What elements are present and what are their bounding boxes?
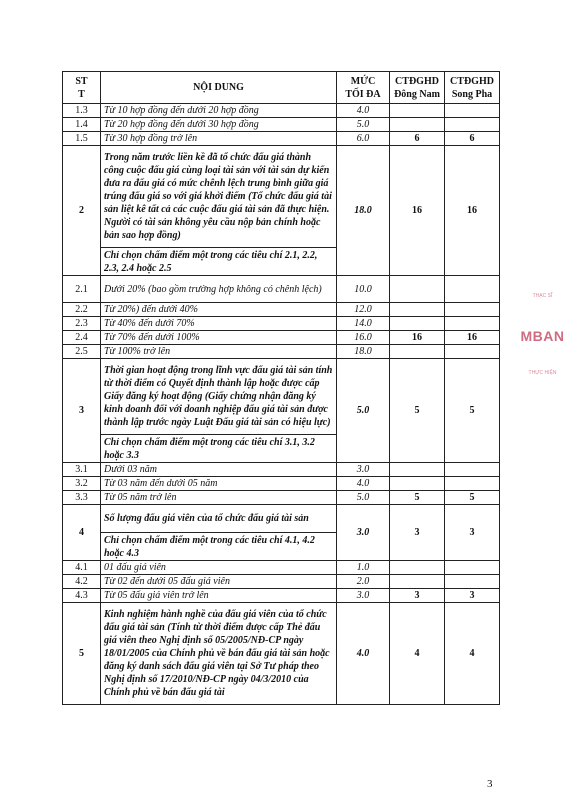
row-dong-nam [390,561,445,575]
row-stt: 1.4 [63,118,101,132]
header-stt: ST T [63,72,101,104]
row-content: Từ 30 hợp đồng trở lên [101,132,337,146]
row-content: Từ 20%) đến dưới 40% [101,303,337,317]
row-stt: 4 [63,505,101,561]
row-dong-nam [390,575,445,589]
row-stt: 2.3 [63,317,101,331]
row-max: 4.0 [337,603,390,705]
row-max: 3.0 [337,589,390,603]
row-stt: 4.2 [63,575,101,589]
table-row [63,331,500,345]
row-song-pha [445,561,500,575]
row-content: Từ 10 hợp đồng đến dưới 20 hợp đồng [101,104,337,118]
row-content: Từ 03 năm đến dưới 05 năm [101,477,337,491]
row-dong-nam: 4 [390,603,445,705]
row-content: Từ 100% trở lên [101,345,337,359]
row-dong-nam [390,104,445,118]
table-header-row [63,72,500,104]
row-content: Từ 40% đến dưới 70% [101,317,337,331]
row-content: Dưới 20% (bao gồm trường hợp không có chênh lệch) [101,276,337,303]
row-stt: 5 [63,603,101,705]
table-row [63,561,500,575]
table-row [63,303,500,317]
row-dong-nam [390,345,445,359]
table-row [63,491,500,505]
row-max: 12.0 [337,303,390,317]
table-row [63,146,500,248]
row-stt: 1.3 [63,104,101,118]
row-song-pha [445,276,500,303]
row-stt: 3 [63,359,101,463]
row-song-pha [445,303,500,317]
table-row [63,118,500,132]
table-row [63,603,500,705]
row-song-pha: 3 [445,589,500,603]
row-song-pha: 3 [445,505,500,561]
row-content: Từ 70% đến dưới 100% [101,331,337,345]
row-content: Thời gian hoạt động trong lĩnh vực đấu giá tài sản tính từ thời điểm có Quyết định thành lập hoặc được cấp Giấy đăng ký hoạt động (Giấy chứng nhận đăng ký kinh doanh đối với doanh nghiệp đấu giá tài sản được thành lập trước ngày Luật Đấu giá tài sản có hiệu lực) [101,359,337,435]
row-max: 5.0 [337,118,390,132]
row-content: Từ 05 năm trở lên [101,491,337,505]
row-stt: 2.2 [63,303,101,317]
row-stt: 2.4 [63,331,101,345]
table-row [63,463,500,477]
row-max: 3.0 [337,463,390,477]
row-content: Số lượng đấu giá viên của tổ chức đấu giá tài sản [101,505,337,533]
row-max: 5.0 [337,491,390,505]
table-row [63,104,500,118]
header-song-pha: CTĐGHD Song Pha [445,72,500,104]
row-max: 16.0 [337,331,390,345]
header-max: MỨC TỐI ĐA [337,72,390,104]
row-stt: 2.1 [63,276,101,303]
scoring-table [62,71,500,705]
row-dong-nam: 16 [390,331,445,345]
row-dong-nam [390,463,445,477]
row-song-pha: 16 [445,146,500,276]
row-stt: 3.3 [63,491,101,505]
row-stt: 2 [63,146,101,276]
row-note: Chỉ chọn chấm điểm một trong các tiêu chí 2.1, 2.2, 2.3, 2.4 hoặc 2.5 [101,248,337,276]
row-content: 01 đấu giá viên [101,561,337,575]
row-stt: 2.5 [63,345,101,359]
row-song-pha: 5 [445,359,500,463]
stamp-text-top: THẠC SĨ [532,293,553,299]
row-max: 5.0 [337,359,390,463]
row-max: 14.0 [337,317,390,331]
table-row [63,589,500,603]
row-max: 18.0 [337,345,390,359]
row-max: 18.0 [337,146,390,276]
row-dong-nam [390,303,445,317]
row-song-pha [445,317,500,331]
row-max: 4.0 [337,104,390,118]
row-dong-nam: 3 [390,505,445,561]
page-number: 3 [487,778,493,790]
row-song-pha [445,104,500,118]
row-max: 1.0 [337,561,390,575]
row-max: 6.0 [337,132,390,146]
row-dong-nam: 16 [390,146,445,276]
row-song-pha: 6 [445,132,500,146]
row-max: 10.0 [337,276,390,303]
row-song-pha: 5 [445,491,500,505]
header-content: NỘI DUNG [101,72,337,104]
row-song-pha [445,477,500,491]
row-song-pha [445,575,500,589]
row-dong-nam [390,477,445,491]
table-row [63,345,500,359]
row-max: 3.0 [337,505,390,561]
header-dong-nam: CTĐGHD Đông Nam [390,72,445,104]
row-note: Chỉ chọn chấm điểm một trong các tiêu chí 4.1, 4.2 hoặc 4.3 [101,533,337,561]
row-stt: 4.3 [63,589,101,603]
row-stt: 1.5 [63,132,101,146]
row-song-pha: 4 [445,603,500,705]
row-dong-nam [390,276,445,303]
row-content: Từ 05 đấu giá viên trở lên [101,589,337,603]
stamp-text-bottom: THỰC HIỆN [528,370,557,376]
row-song-pha: 16 [445,331,500,345]
row-stt: 4.1 [63,561,101,575]
table-row [63,132,500,146]
stamp-text-main: MBAN [520,328,565,344]
row-content: Từ 02 đến dưới 05 đấu giá viên [101,575,337,589]
row-stt: 3.2 [63,477,101,491]
row-content: Trong năm trước liền kề đã tổ chức đấu giá thành công cuộc đấu giá cùng loại tài sản với tài sản dự kiến đưa ra đấu giá có mức chênh lệch trung bình giữa giá trúng đấu giá so với giá khởi điểm (Tổ chức đấu giá tài sản liệt kê tất cả các cuộc đấu giá tài sản đã thực hiện. Người có tài sản không yêu cầu nộp bản chính hoặc bản sao hợp đồng) [101,146,337,248]
row-max: 4.0 [337,477,390,491]
row-song-pha [445,345,500,359]
row-stt: 3.1 [63,463,101,477]
row-dong-nam [390,317,445,331]
table-row [63,276,500,303]
table-row [63,505,500,533]
row-content: Từ 20 hợp đồng đến dưới 30 hợp đồng [101,118,337,132]
row-song-pha [445,118,500,132]
table-row [63,575,500,589]
table-row [63,317,500,331]
row-dong-nam: 3 [390,589,445,603]
row-note: Chỉ chọn chấm điểm một trong các tiêu chí 3.1, 3.2 hoặc 3.3 [101,435,337,463]
row-max: 2.0 [337,575,390,589]
table-row [63,477,500,491]
row-song-pha [445,463,500,477]
table-row [63,359,500,435]
row-dong-nam: 5 [390,491,445,505]
row-content: Kinh nghiệm hành nghề của đấu giá viên của tổ chức đấu giá tài sản (Tính từ thời điểm được cấp Thẻ đấu giá viên theo Nghị định số 05/2005/NĐ-CP ngày 18/01/2005 của Chính phủ về bán đấu giá tài sản hoặc đăng ký danh sách đấu giá viên tại Sở Tư pháp theo Nghị định số 17/2010/NĐ-CP ngày 04/3/2010 của Chính phủ về bán đấu giá tài [101,603,337,705]
row-dong-nam [390,118,445,132]
row-dong-nam: 6 [390,132,445,146]
row-dong-nam: 5 [390,359,445,463]
row-content: Dưới 03 năm [101,463,337,477]
